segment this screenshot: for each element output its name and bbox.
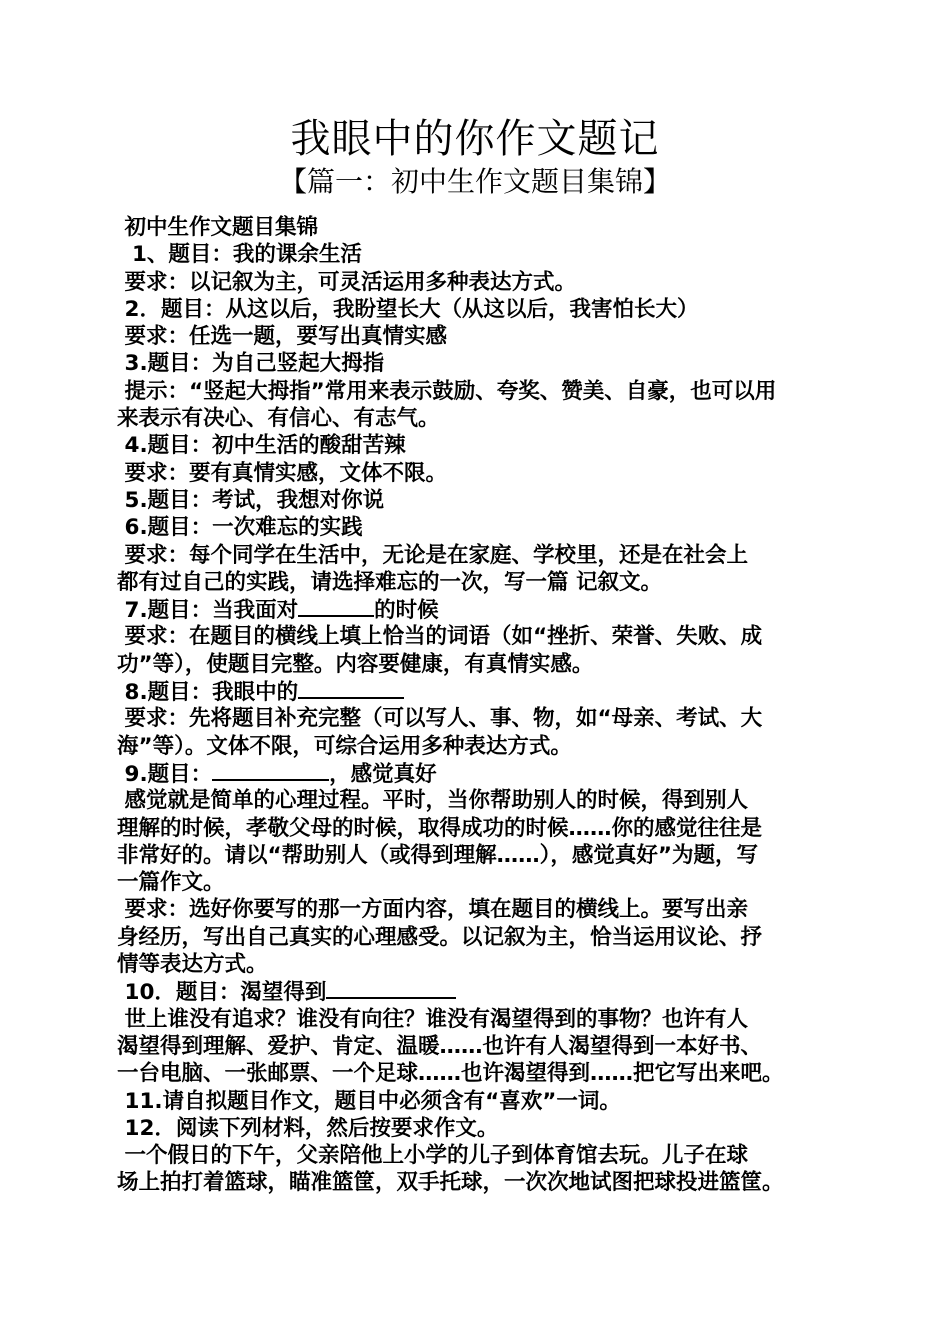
- fill-in-blank: [326, 978, 456, 999]
- document-body: [117, 214, 842, 1197]
- document-title: 我眼中的你作文题记: [290, 116, 660, 162]
- fill-in-blank: [298, 678, 404, 699]
- text-line: 一个假日的下午，父亲陪他上小学的儿子到体育馆去玩。儿子在球: [117, 1143, 748, 1169]
- text-line: 要求：选好你要写的那一方面内容，填在题目的横线上。要写出亲: [117, 897, 748, 923]
- text-line: 要求：在题目的横线上填上恰当的词语（如“挫折、荣誉、失败、成: [117, 624, 763, 650]
- text-line: 3.题目：为自己竖起大拇指: [117, 351, 385, 377]
- text-segment: 10．题目：渴望得到: [117, 980, 327, 1006]
- text-line: 要求：任选一题，要写出真情实感: [117, 324, 447, 350]
- text-line: 2．题目：从这以后，我盼望长大（从这以后，我害怕长大）: [117, 296, 699, 322]
- text-line: 要求：先将题目补充完整（可以写人、事、物，如“母亲、考试、大: [117, 706, 763, 732]
- text-line: 场上拍打着篮球，瞄准篮筐，双手托球，一次次地试图把球投进篮筐。: [117, 1170, 784, 1196]
- text-line: 6.题目：一次难忘的实践: [117, 515, 363, 541]
- text-line: 要求：以记叙为主，可灵活运用多种表达方式。: [117, 269, 576, 295]
- document-subtitle: 【篇一：初中生作文题目集锦】: [278, 165, 671, 198]
- text-line: 理解的时候，孝敬父母的时候，取得成功的时候……你的感觉往往是: [117, 815, 763, 841]
- text-line: 要求：每个同学在生活中，无论是在家庭、学校里，还是在社会上: [117, 542, 748, 568]
- text-line: 提示：“竖起大拇指”常用来表示鼓励、夸奖、赞美、自豪，也可以用: [117, 378, 777, 404]
- text-line: 1、题目：我的课余生活: [117, 242, 362, 268]
- text-line: 情等表达方式。: [117, 952, 268, 978]
- text-segment: 7.题目：当我面对: [117, 598, 299, 624]
- text-segment: 9.题目：: [117, 761, 213, 787]
- text-line: 世上谁没有追求？谁没有向往？谁没有渴望得到的事物？也许有人: [117, 1006, 748, 1032]
- text-line: 要求：要有真情实感，文体不限。: [117, 460, 447, 486]
- text-line: 5.题目：考试，我想对你说: [117, 487, 385, 513]
- text-line: 11.请自拟题目作文，题目中必须含有“喜欢”一词。: [117, 1088, 621, 1114]
- text-line-with-blank: [117, 596, 842, 623]
- text-line: 都有过自己的实践，请选择难忘的一次，写一篇 记叙文。: [117, 569, 662, 595]
- text-line: 非常好的。请以“帮助别人（或得到理解……），感觉真好”为题，写: [117, 842, 759, 868]
- text-line: 功”等），使题目完整。内容要健康，有真情实感。: [117, 651, 594, 677]
- text-line: 4.题目：初中生活的酸甜苦辣: [117, 433, 406, 459]
- fill-in-blank: [212, 760, 329, 781]
- text-line: 一篇作文。: [117, 870, 225, 896]
- text-line: 海”等）。文体不限，可综合运用多种表达方式。: [117, 733, 572, 759]
- section-heading: 初中生作文题目集锦: [117, 215, 318, 240]
- fill-in-blank: [298, 596, 374, 617]
- text-line-with-blank: [117, 678, 842, 705]
- text-line: 渴望得到理解、爱护、肯定、温暖……也许有人渴望得到一本好书、: [117, 1033, 763, 1059]
- text-line-with-blank: [117, 978, 842, 1005]
- text-line: 一台电脑、一张邮票、一个足球……也许渴望得到……把它写出来吧。: [117, 1061, 784, 1087]
- text-line: 12．阅读下列材料，然后按要求作文。: [117, 1115, 499, 1141]
- text-line: 来表示有决心、有信心、有志气。: [117, 406, 440, 432]
- text-line: 感觉就是简单的心理过程。平时，当你帮助别人的时候，得到别人: [117, 788, 748, 814]
- text-segment: 的时候: [374, 598, 439, 624]
- text-segment: 8.题目：我眼中的: [117, 680, 299, 706]
- text-line: 身经历，写出自己真实的心理感受。以记叙为主，恰当运用议论、抒: [117, 924, 763, 950]
- text-line-with-blank: [117, 760, 842, 787]
- text-segment: ，感觉真好: [329, 761, 437, 787]
